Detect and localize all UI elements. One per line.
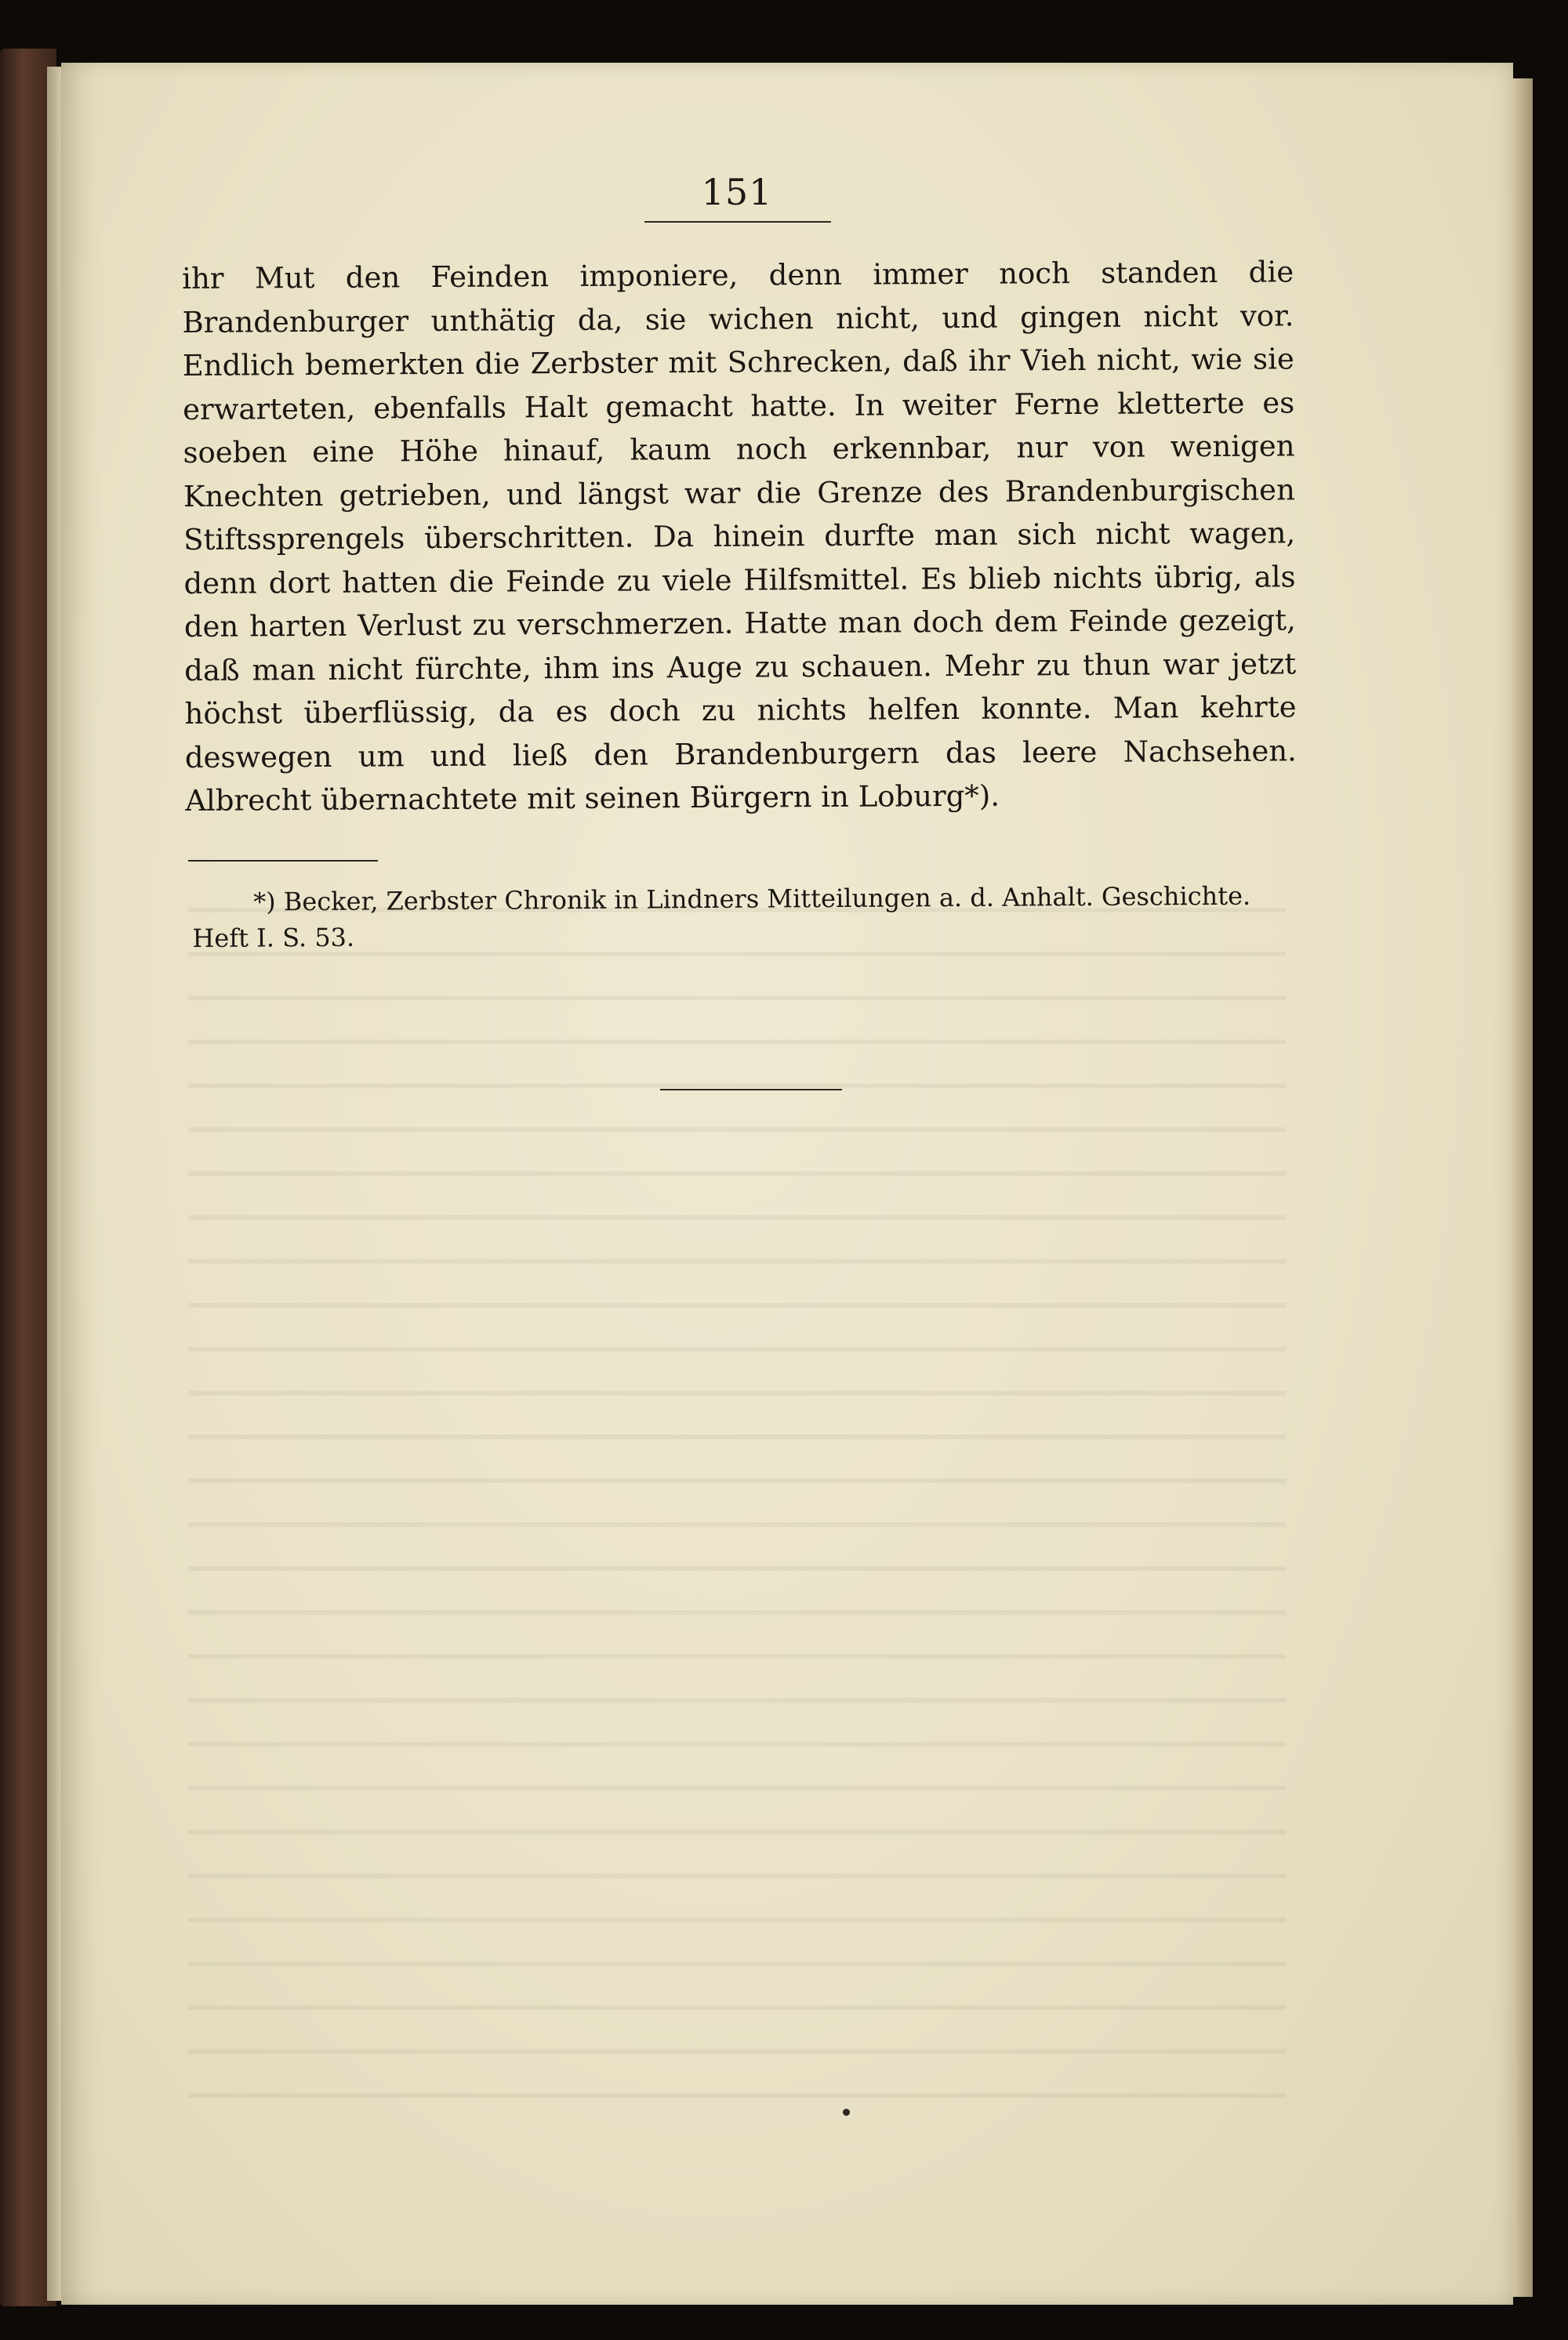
paper-speck <box>843 2109 850 2116</box>
show-through-text <box>188 878 1286 2117</box>
body-paragraph: ihr Mut den Feinden imponiere, denn immer noch standen die Brandenburger unthätig da, sie wichen nicht, und gingen nicht vor. Endlich bemerkten die Zerbster mit Schrecken, daß ihr Vieh nicht, wie sie erwarteten, ebenfalls Halt gemacht hatte. In weiter Ferne kletterte es soeben eine Höhe hinauf, kaum noch erkennbar, nur von wenigen Knechten getrieben, und längst war die Grenze des Brandenburgischen Stiftssprengels überschritten. Da hinein durfte man sich nicht wagen, denn dort hatten die Feinde zu viele Hilfsmittel. Es blieb nichts übrig, als den harten Verlust zu verschmerzen. Hatte man doch dem Feinde gezeigt, daß man nicht fürchte, ihm ins Auge zu schauen. Mehr zu thun war jetzt höchst überflüssig, da es doch zu nichts helfen konnte. Man kehrte deswegen um und ließ den Brandenburgern das leere Nachsehen. Albrecht übernachtete mit seinen Bürgern in Loburg*). <box>182 255 1298 818</box>
footnote: *) Becker, Zerbster Chronik in Lindners Mitteilungen a. d. Anhalt. Geschichte. Heft I. S. 53. <box>192 880 1251 953</box>
footnote-rule <box>188 860 378 862</box>
section-end-rule <box>660 1089 842 1090</box>
header-rule <box>644 221 831 223</box>
page-number: 151 <box>701 171 773 213</box>
